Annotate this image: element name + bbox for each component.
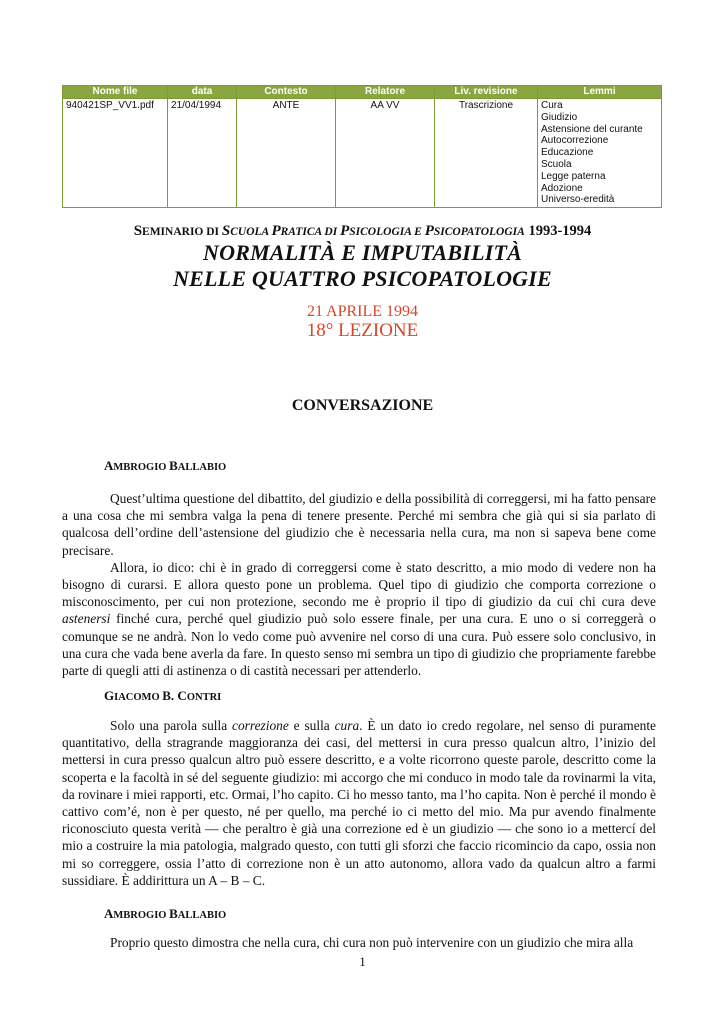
- cell-date: 21/04/1994: [168, 99, 237, 208]
- lemma-item: Giudizio: [541, 111, 578, 123]
- lemma-item: Educazione: [541, 147, 594, 159]
- speaker-name: GIACOMO B. CONTRI: [104, 688, 222, 703]
- header-relatore: Relatore: [336, 86, 435, 99]
- header-nome-file: Nome file: [63, 86, 168, 99]
- lemma-item: Cura: [541, 100, 563, 111]
- paragraph-block: [62, 934, 656, 951]
- header-contesto: Contesto: [237, 86, 336, 99]
- cell-speaker: AA VV: [336, 99, 435, 208]
- lecture-number: 18° LEZIONE: [306, 320, 419, 341]
- section-heading: CONVERSAZIONE: [291, 397, 434, 414]
- speaker-name: AMBROGIO BALLABIO: [104, 906, 227, 921]
- cell-revision: Trascrizione: [435, 99, 538, 208]
- lecture-date: 21 APRILE 1994: [306, 303, 419, 320]
- page-number: 1: [359, 954, 366, 969]
- paragraph-block: [62, 717, 656, 889]
- header-livello-revisione: Liv. revisione: [435, 86, 538, 99]
- paragraph: Proprio questo dimostra che nella cura, chi cura non può intervenire con un giudizio che mira alla: [110, 935, 634, 950]
- paragraph: Solo una parola sulla correzione e sulla cura. È un dato io credo regolare, nel senso di puramente quantitativo, della stragrande maggioranza dei casi, del mettersi in cura presso qualcun altro, l’inizio del mettersi in cura presso qualcun altro può essere descritto, e a volte ricorrono queste parole, descritto come la scoperta e la facoltà in sé del seguente giudizio: mi accorgo che mi conduco in modo tale da rovinarmi la vita, da rovinare i miei rapporti, etc. Ormai, l’ho capito. Ci ho messo tanto, ma l’ho capita. Non è perché il mondo è cattivo com’é, non è per questo, né per quello, ma perché io ci metto del mio. Ma pur avendo finalmente riconosciuto questa verità — che peraltro è già una correzione ed è un giudizio — che sono io a mettercí del mio a costruire la mia patologia, malgrado questo, con tutti gli sforzi che faccio ricomincio da capo, ossia non mi so correggere, ossia l’atto di correzione non è un atto autonomo, allora vado da qualcun altro a farmi sussidiare. È addirittura un A – B – C.: [62, 718, 656, 888]
- lemma-item: Scuola: [541, 158, 572, 170]
- seminar-series-title: SEMINARIO DI SCUOLA PRATICA DI PSICOLOGIA E PSICOPATOLOGIA 1993-1994: [133, 223, 592, 239]
- lemma-item: Legge paterna: [541, 170, 606, 182]
- paragraph-block: [62, 490, 656, 679]
- speaker-name: AMBROGIO BALLABIO: [104, 458, 227, 473]
- cell-lemmi: [538, 99, 662, 208]
- main-title-line-1: NORMALITÀ E IMPUTABILITÀ: [203, 240, 522, 265]
- header-lemmi: Lemmi: [538, 86, 662, 99]
- cell-context: ANTE: [237, 99, 336, 208]
- main-title-line-2: NELLE QUATTRO PSICOPATOLOGIE: [173, 266, 552, 291]
- paragraph: Quest’ultima questione del dibattito, del giudizio e della possibilità di correggersi, mi ha fatto pensare a una cosa che mi sembra valga la pena di tenere presente. Perché mi sembra che già qui si sia parlato di qualcosa dell’ordine dell’astensione del giudizio che è necessaria nella cura, ma non si sapeva bene come precisare.: [62, 491, 656, 558]
- paragraph: Allora, io dico: chi è in grado di correggersi come è stato descritto, a mio modo di vedere non ha bisogno di curarsi. E allora questo pone un problema. Quel tipo di giudizio che comporta correzione o misconoscimento, per cui non protezione, secondo me è proprio il tipo di giudizio da cui chi cura deve astenersi finché cura, perché quel giudizio può solo essere finale, per una cura. E uno o si correggerà o comunque se ne andrà. Non lo vedo come può avvenire nel corso di una cura. Può essere solo conclusivo, in una cura che vada bene averla da fare. In questo senso mi sembra un tipo di giudizio che propriamente farebbe parte di quegli atti di astinenza o di castità necessari per attenderlo.: [62, 559, 656, 679]
- metadata-header-row: [63, 86, 662, 99]
- metadata-row: [63, 99, 662, 208]
- lemma-item: Autocorrezione: [541, 135, 609, 147]
- cell-file-name: 940421SP_VV1.pdf: [63, 99, 168, 208]
- header-data: data: [168, 86, 237, 99]
- lemma-item: Universo-eredità: [541, 194, 615, 206]
- metadata-table: [62, 85, 662, 208]
- lemma-item: Adozione: [541, 182, 583, 194]
- lemma-item: Astensione del curante: [541, 123, 643, 135]
